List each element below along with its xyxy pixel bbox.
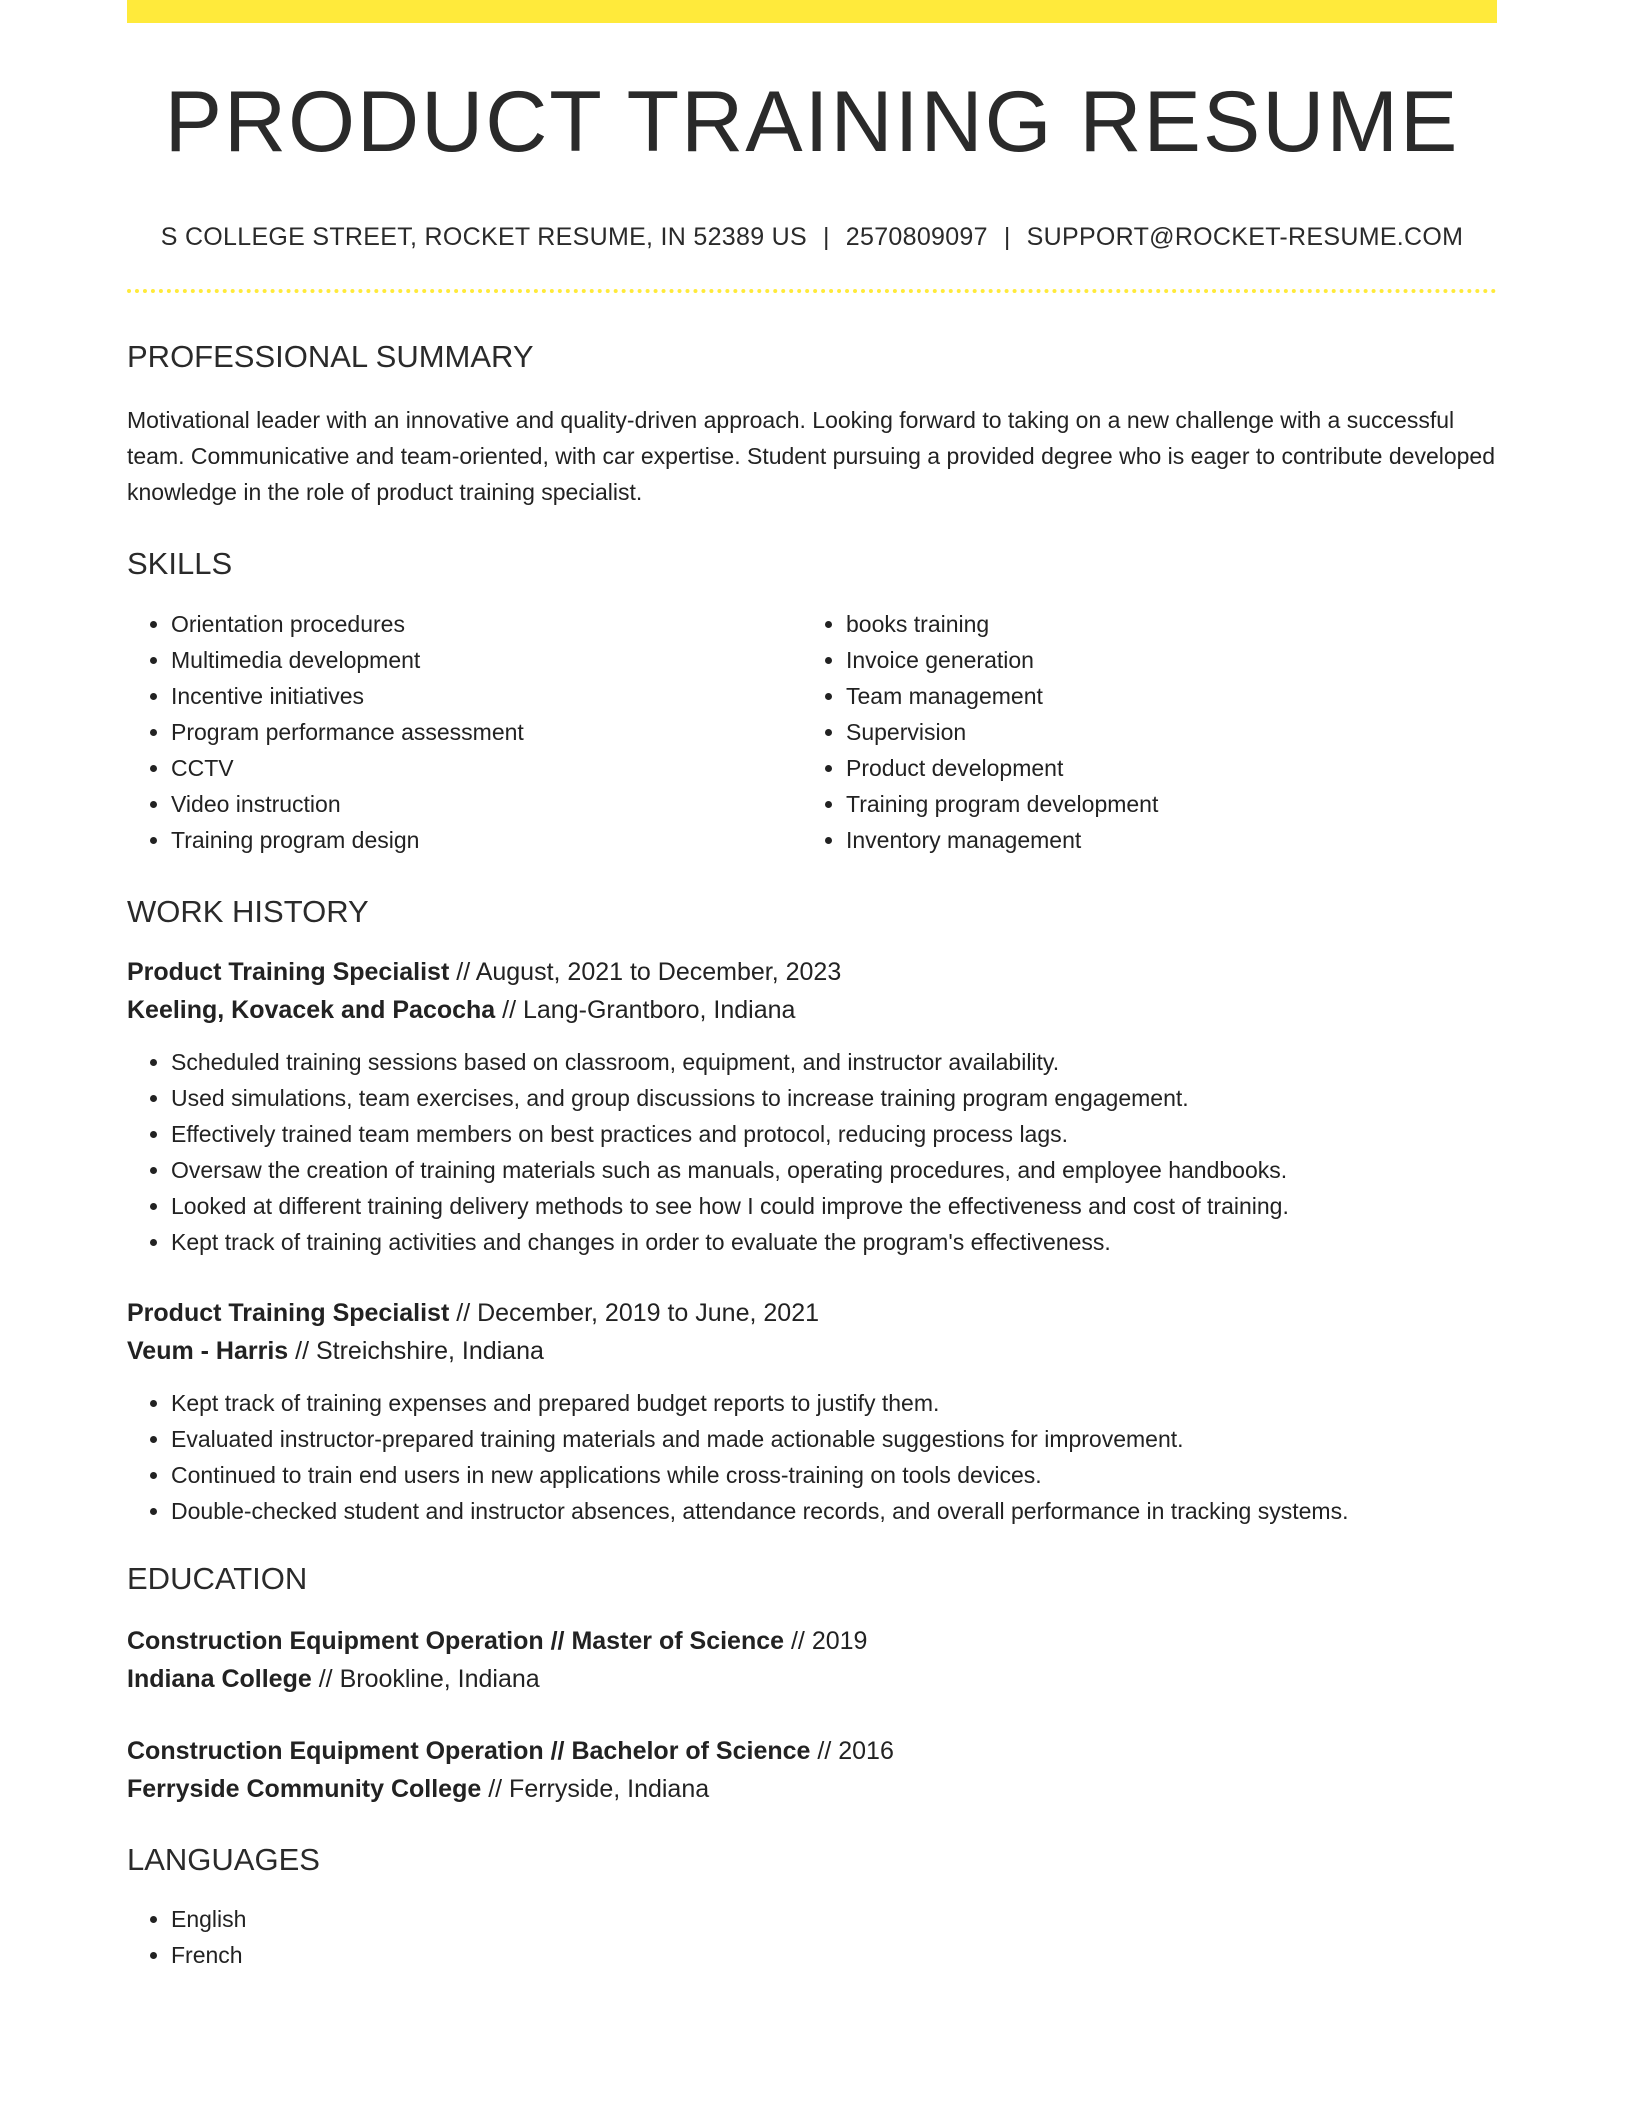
divider: // <box>449 1299 478 1327</box>
skill-item: • Team management <box>846 678 1477 714</box>
job-company-line <box>127 1332 1497 1370</box>
job-title-line <box>127 953 1497 991</box>
job-dates: December, 2019 to June, 2021 <box>477 1299 820 1327</box>
job-bullet: • Oversaw the creation of training materials such as manuals, operating procedures, and employee handbooks. <box>171 1152 1497 1188</box>
languages-list <box>127 1901 1497 1973</box>
job-bullets <box>127 1385 1497 1529</box>
job-bullet: • Looked at different training delivery methods to see how I could improve the effectiveness and cost of training. <box>171 1188 1497 1224</box>
education-entry <box>127 1622 1497 1698</box>
section-title-summary: PROFESSIONAL SUMMARY <box>127 339 534 374</box>
section-title-skills: SKILLS <box>127 546 233 581</box>
section-title-work-history: WORK HISTORY <box>127 894 369 929</box>
job-bullet: • Effectively trained team members on best practices and protocol, reducing process lags. <box>171 1116 1497 1152</box>
divider: // <box>810 1737 839 1765</box>
education-degree: Construction Equipment Operation // Master of Science <box>127 1627 785 1655</box>
job-dates: August, 2021 to December, 2023 <box>475 958 842 986</box>
skill-item: • CCTV <box>171 750 802 786</box>
education-entry <box>127 1732 1497 1808</box>
skill-item: • Orientation procedures <box>171 606 802 642</box>
education-degree-line <box>127 1732 1497 1770</box>
education-location: Brookline, Indiana <box>339 1665 540 1693</box>
job-bullet: • Continued to train end users in new applications while cross-training on tools devices. <box>171 1457 1497 1493</box>
dotted-divider <box>127 289 1497 293</box>
education-year: 2016 <box>838 1737 894 1765</box>
divider: // <box>481 1775 510 1803</box>
job-company: Keeling, Kovacek and Pacocha <box>127 996 496 1024</box>
language-item: • French <box>171 1937 1497 1973</box>
education-location: Ferryside, Indiana <box>509 1775 710 1803</box>
job-company: Veum - Harris <box>127 1337 289 1365</box>
job-company-line <box>127 991 1497 1029</box>
skill-item: • Training program design <box>171 822 802 858</box>
contact-separator: | <box>823 223 830 251</box>
job-title: Product Training Specialist <box>127 1299 450 1327</box>
contact-separator: | <box>1003 223 1011 251</box>
skill-item: • Video instruction <box>171 786 802 822</box>
job-bullet: • Double-checked student and instructor absences, attendance records, and overall performance in tracking systems. <box>171 1493 1497 1529</box>
contact-address: S COLLEGE STREET, ROCKET RESUME, IN 52389 US <box>160 223 807 251</box>
contact-phone: 2570809097 <box>845 223 988 251</box>
job-bullet: • Evaluated instructor-prepared training materials and made actionable suggestions for improvement. <box>171 1421 1497 1457</box>
divider: // <box>311 1665 340 1693</box>
skill-item: • Product development <box>846 750 1477 786</box>
divider: // <box>495 996 523 1024</box>
education-school-line <box>127 1660 1497 1698</box>
skill-item: • Multimedia development <box>171 642 802 678</box>
job-entry <box>127 953 1497 1260</box>
skill-item: • Program performance assessment <box>171 714 802 750</box>
job-bullet: • Kept track of training activities and changes in order to evaluate the program's effectiveness. <box>171 1224 1497 1260</box>
skill-item: • Invoice generation <box>846 642 1477 678</box>
contact-line <box>127 225 1497 250</box>
job-bullet: • Kept track of training expenses and prepared budget reports to justify them. <box>171 1385 1497 1421</box>
skill-item: • books training <box>846 606 1477 642</box>
education-school: Indiana College <box>127 1665 312 1693</box>
education-school: Ferryside Community College <box>127 1775 482 1803</box>
job-location: Lang-Grantboro, Indiana <box>523 996 796 1024</box>
resume-title: PRODUCT TRAINING RESUME <box>164 74 1460 170</box>
job-title: Product Training Specialist <box>127 958 450 986</box>
job-location: Streichshire, Indiana <box>315 1337 544 1365</box>
divider: // <box>288 1337 316 1365</box>
divider: // <box>784 1627 812 1655</box>
top-accent-bar <box>127 0 1497 23</box>
contact-email: SUPPORT@ROCKET-RESUME.COM <box>1026 223 1464 251</box>
job-title-line <box>127 1294 1497 1332</box>
job-entry <box>127 1294 1497 1529</box>
job-bullets <box>127 1044 1497 1260</box>
education-degree: Construction Equipment Operation // Bachelor of Science <box>127 1737 811 1765</box>
skills-column-left <box>127 606 802 858</box>
job-bullet: • Used simulations, team exercises, and group discussions to increase training program engagement. <box>171 1080 1497 1116</box>
section-title-languages: LANGUAGES <box>127 1842 320 1877</box>
summary-text: Motivational leader with an innovative and quality-driven approach. Looking forward to taking on a new challenge with a successful team. Communicative and team-oriented, with car expertise. Student pursuing a provided degree who is eager to contribute developed knowledge in the role of product training specialist. <box>127 407 1496 505</box>
resume-page <box>127 0 1497 1973</box>
education-year: 2019 <box>811 1627 868 1655</box>
job-bullet: • Scheduled training sessions based on classroom, equipment, and instructor availability. <box>171 1044 1497 1080</box>
skills-list <box>127 606 1497 858</box>
education-school-line <box>127 1770 1497 1808</box>
section-title-education: EDUCATION <box>127 1561 308 1596</box>
skill-item: • Inventory management <box>846 822 1477 858</box>
skill-item: • Supervision <box>846 714 1477 750</box>
language-item: • English <box>171 1901 1497 1937</box>
skills-column-right <box>802 606 1477 858</box>
divider: // <box>449 958 476 986</box>
education-degree-line <box>127 1622 1497 1660</box>
skill-item: • Incentive initiatives <box>171 678 802 714</box>
skill-item: • Training program development <box>846 786 1477 822</box>
